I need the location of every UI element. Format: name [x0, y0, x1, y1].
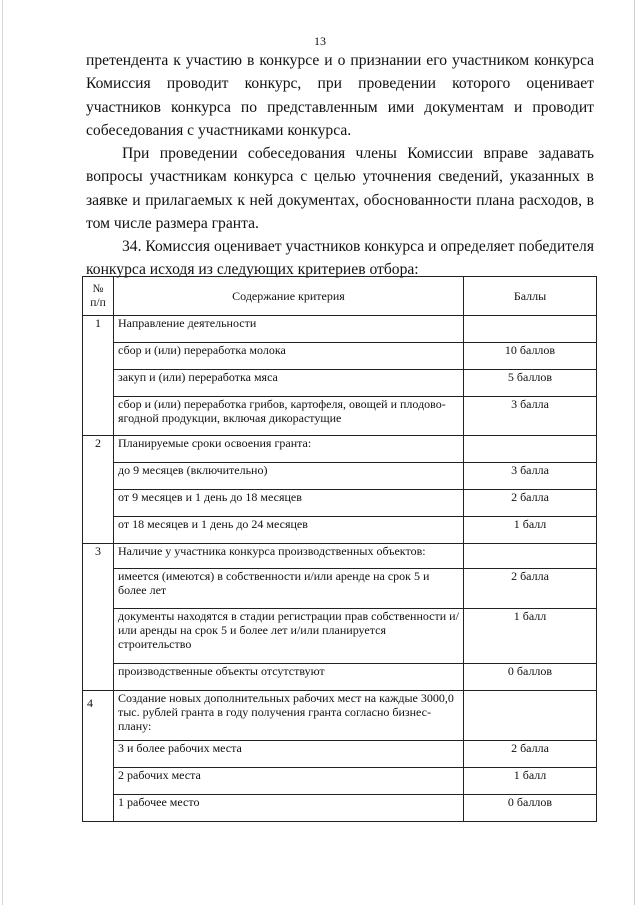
group-title: Наличие у участника конкурса производственных объектов:: [114, 544, 464, 569]
criterion-cell: от 18 месяцев и 1 день до 24 месяцев: [114, 517, 464, 544]
paragraph-criteria-intro: 34. Комиссия оценивает участников конкурса и определяет победителя конкурса исходя из следующих критериев отбора:: [86, 238, 594, 279]
score-cell: 2 балла: [464, 741, 597, 768]
table-row: [83, 517, 597, 544]
page-number: 13: [314, 34, 326, 48]
score-cell: 3 балла: [464, 397, 597, 436]
criterion-cell: сбор и (или) переработка грибов, картофеля, овощей и плодово-ягодной продукции, включая дикорастущие: [114, 397, 464, 436]
criterion-cell: до 9 месяцев (включительно): [114, 463, 464, 490]
header-criterion: Содержание критерия: [114, 277, 464, 316]
table-row: [83, 609, 597, 664]
table-row: [83, 741, 597, 768]
group-title: Создание новых дополнительных рабочих мест на каждые 3000,0 тыс. рублей гранта в году получения гранта согласно бизнес-плану:: [114, 691, 464, 741]
group-title: Планируемые сроки освоения гранта:: [114, 436, 464, 463]
table-row: [83, 691, 597, 741]
paragraph-interview: При проведении собеседования члены Комиссии вправе задавать вопросы участникам конкурса с целью уточнения сведений, указанных в заявке и прилагаемых к ней документах, обоснованности плана расходов, в том числе размера гранта.: [86, 145, 594, 232]
table-row: [83, 436, 597, 463]
criterion-cell: 2 рабочих места: [114, 768, 464, 795]
criteria-table: [82, 276, 597, 822]
header-score: Баллы: [464, 277, 597, 316]
score-cell: 1 балл: [464, 609, 597, 664]
group-number: 4: [83, 691, 114, 822]
table-row: [83, 463, 597, 490]
score-cell: 0 баллов: [464, 795, 597, 822]
score-cell-empty: [464, 436, 597, 463]
paragraph-continuation: претендента к участию в конкурсе и о признании его участником конкурса Комиссия проводит конкурс, при проведении которого оценивает участников конкурса по представленным ими документам и проводит собеседования с участниками конкурса.: [86, 52, 594, 139]
table-row: [83, 490, 597, 517]
criterion-cell: сбор и (или) переработка молока: [114, 343, 464, 370]
table-row: [83, 544, 597, 569]
table-row: [83, 316, 597, 343]
score-cell: 3 балла: [464, 463, 597, 490]
score-cell-empty: [464, 316, 597, 343]
score-cell: 10 баллов: [464, 343, 597, 370]
scan-edge-left: [2, 0, 3, 905]
group-title: Направление деятельности: [114, 316, 464, 343]
score-cell: 2 балла: [464, 490, 597, 517]
score-cell: 1 балл: [464, 517, 597, 544]
criterion-cell: имеется (имеются) в собственности и/или аренде на срок 5 и более лет: [114, 569, 464, 609]
table-header-row: [83, 277, 597, 316]
scan-edge-right: [634, 0, 635, 905]
table-row: [83, 795, 597, 822]
header-number: [83, 277, 114, 316]
table-row: [83, 397, 597, 436]
criterion-cell: 1 рабочее место: [114, 795, 464, 822]
score-cell: 0 баллов: [464, 664, 597, 691]
score-cell: 2 балла: [464, 569, 597, 609]
table-row: [83, 768, 597, 795]
score-cell: 1 балл: [464, 768, 597, 795]
group-number: 2: [83, 436, 114, 544]
criterion-cell: документы находятся в стадии регистрации прав собственности и/или аренды на срок 5 и более лет и/или планируется строительство: [114, 609, 464, 664]
group-number: 3: [83, 544, 114, 691]
score-cell: 5 баллов: [464, 370, 597, 397]
criterion-cell: производственные объекты отсутствуют: [114, 664, 464, 691]
header-number-abbr: п/п: [90, 297, 106, 309]
table-row: [83, 370, 597, 397]
score-cell-empty: [464, 691, 597, 741]
criterion-cell: закуп и (или) переработка мяса: [114, 370, 464, 397]
score-cell-empty: [464, 544, 597, 569]
table-row: [83, 664, 597, 691]
table-row: [83, 343, 597, 370]
header-number-symbol: №: [92, 283, 104, 295]
table-row: [83, 569, 597, 609]
criterion-cell: 3 и более рабочих места: [114, 741, 464, 768]
group-number: 1: [83, 316, 114, 436]
criterion-cell: от 9 месяцев и 1 день до 18 месяцев: [114, 490, 464, 517]
